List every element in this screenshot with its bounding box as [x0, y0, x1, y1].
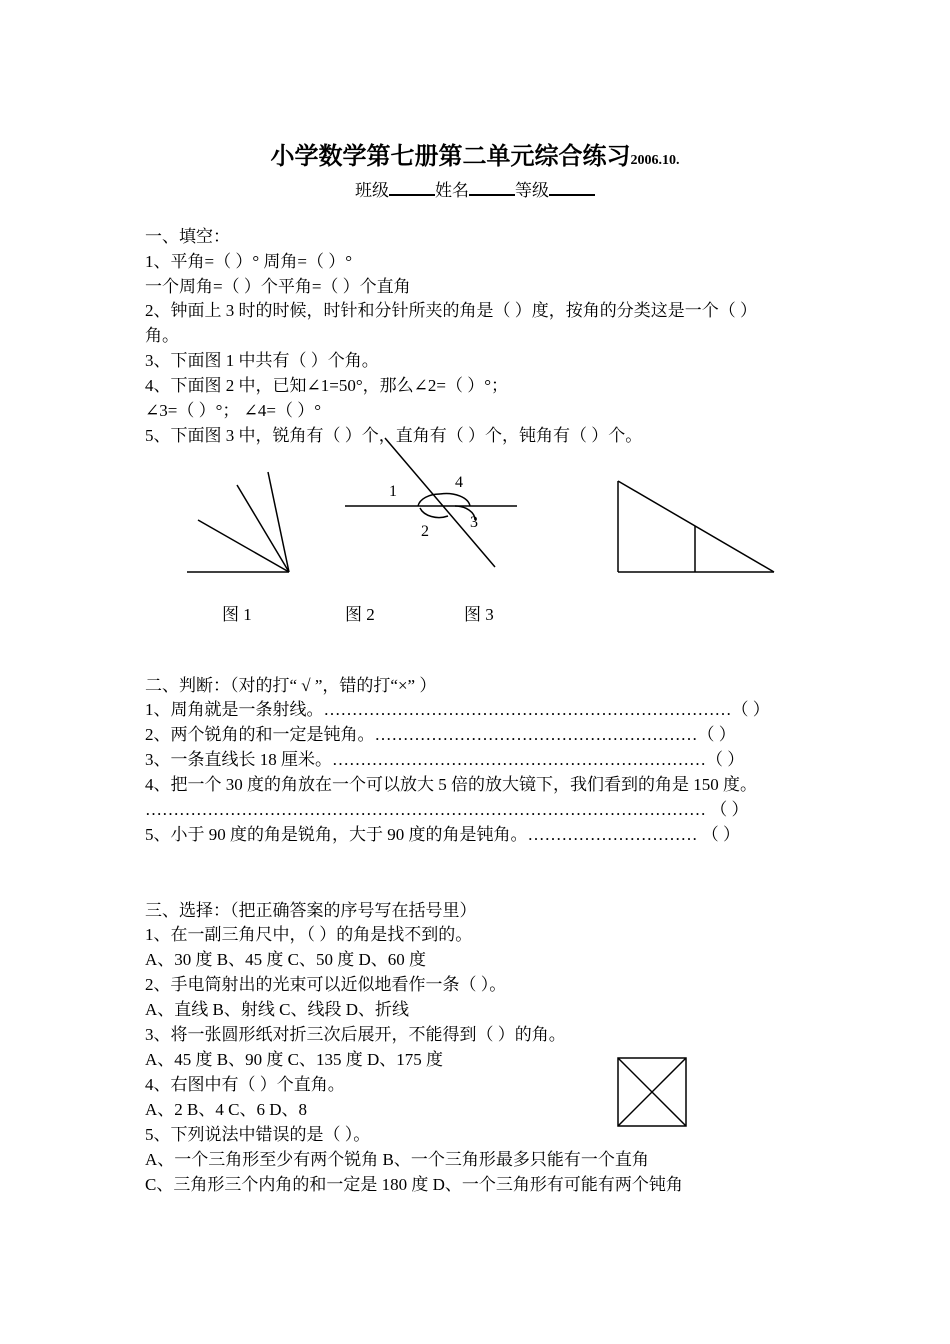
title-date: 2006.10.: [630, 153, 680, 168]
angle-label-2: 2: [421, 523, 429, 540]
section2-line: 5、小于 90 度的角是锐角，大于 90 度的角是钝角。………………………… （ ）: [145, 825, 740, 844]
grade-label: 等级: [515, 181, 549, 200]
section3-line: 1、在一副三角尺中，（ ）的角是找不到的。: [145, 925, 473, 944]
section3-line: 5、下列说法中错误的是（ ）。: [145, 1125, 371, 1144]
section3-line: C、三角形三个内角的和一定是 180 度 D、一个三角形有可能有两个钝角: [145, 1175, 683, 1194]
figure-2: [345, 438, 517, 567]
section3-line: A、2 B、4 C、6 D、8: [145, 1100, 307, 1119]
section3-heading: 三、选择：（把正确答案的序号写在括号里）: [145, 901, 477, 920]
figure-1: [187, 472, 289, 572]
section1-line: ∠3=（ ）°； ∠4=（ ）°: [145, 401, 322, 420]
section2-line: 4、把一个 30 度的角放在一个可以放大 5 倍的放大镜下，我们看到的角是 150 度。: [145, 775, 757, 794]
angle-label-3: 3: [470, 514, 478, 531]
section3-line: A、30 度 B、45 度 C、50 度 D、60 度: [145, 950, 426, 969]
section1-line: 3、下面图 1 中共有（ ）个角。: [145, 351, 379, 370]
fig2-caption: 图 2: [345, 605, 375, 624]
angle-label-4: 4: [455, 474, 463, 491]
section2-line: ……………………………………………………………………………………… （ ）: [145, 800, 749, 819]
square-figure: [618, 1058, 686, 1126]
section1-line: 1、平角=（ ）° 周角=（ ）°: [145, 252, 353, 271]
section1-line: 4、下面图 2 中，已知∠1=50°，那么∠2=（ ）°；: [145, 376, 509, 395]
fig3-caption: 图 3: [464, 605, 494, 624]
section1-heading: 一、填空：: [145, 227, 230, 246]
section3-line: A、一个三角形至少有两个锐角 B、一个三角形最多只能有一个直角: [145, 1150, 649, 1169]
section1-line: 一个周角=（ ）个平角=（ ）个直角: [145, 277, 411, 296]
section2-line: 2、两个锐角的和一定是钝角。…………………………………………………（ ）: [145, 725, 736, 744]
angle-label-1: 1: [389, 483, 397, 500]
section3-line: 3、将一张圆形纸对折三次后展开，不能得到（ ）的角。: [145, 1025, 566, 1044]
section3-line: A、45 度 B、90 度 C、135 度 D、175 度: [145, 1050, 443, 1069]
section2-heading: 二、判断：（对的打“ √ ”，错的打“×” ）: [145, 676, 437, 695]
section2-line: 1、周角就是一条射线。………………………………………………………………（ ）: [145, 700, 770, 719]
figure-3: [618, 481, 774, 572]
section3-line: A、直线 B、射线 C、线段 D、折线: [145, 1000, 409, 1019]
section1-line: 角。: [145, 326, 179, 345]
section2-line: 3、一条直线长 18 厘米。…………………………………………………………（ ）: [145, 750, 745, 769]
name-label: 姓名: [435, 181, 469, 200]
title-text: 小学数学第七册第二单元综合练习: [270, 141, 631, 170]
class-label: 班级: [355, 181, 389, 200]
section3-line: 2、手电筒射出的光束可以近似地看作一条（ ）。: [145, 975, 507, 994]
fig1-caption: 图 1: [222, 605, 252, 624]
section1-line: 5、下面图 3 中，锐角有（ ）个，直角有（ ）个，钝角有（ ）个。: [145, 426, 643, 445]
section3-line: 4、右图中有（ ）个直角。: [145, 1075, 345, 1094]
section1-line: 2、钟面上 3 时的时候，时针和分针所夹的角是（ ）度，按角的分类这是一个（ ）: [145, 301, 757, 320]
